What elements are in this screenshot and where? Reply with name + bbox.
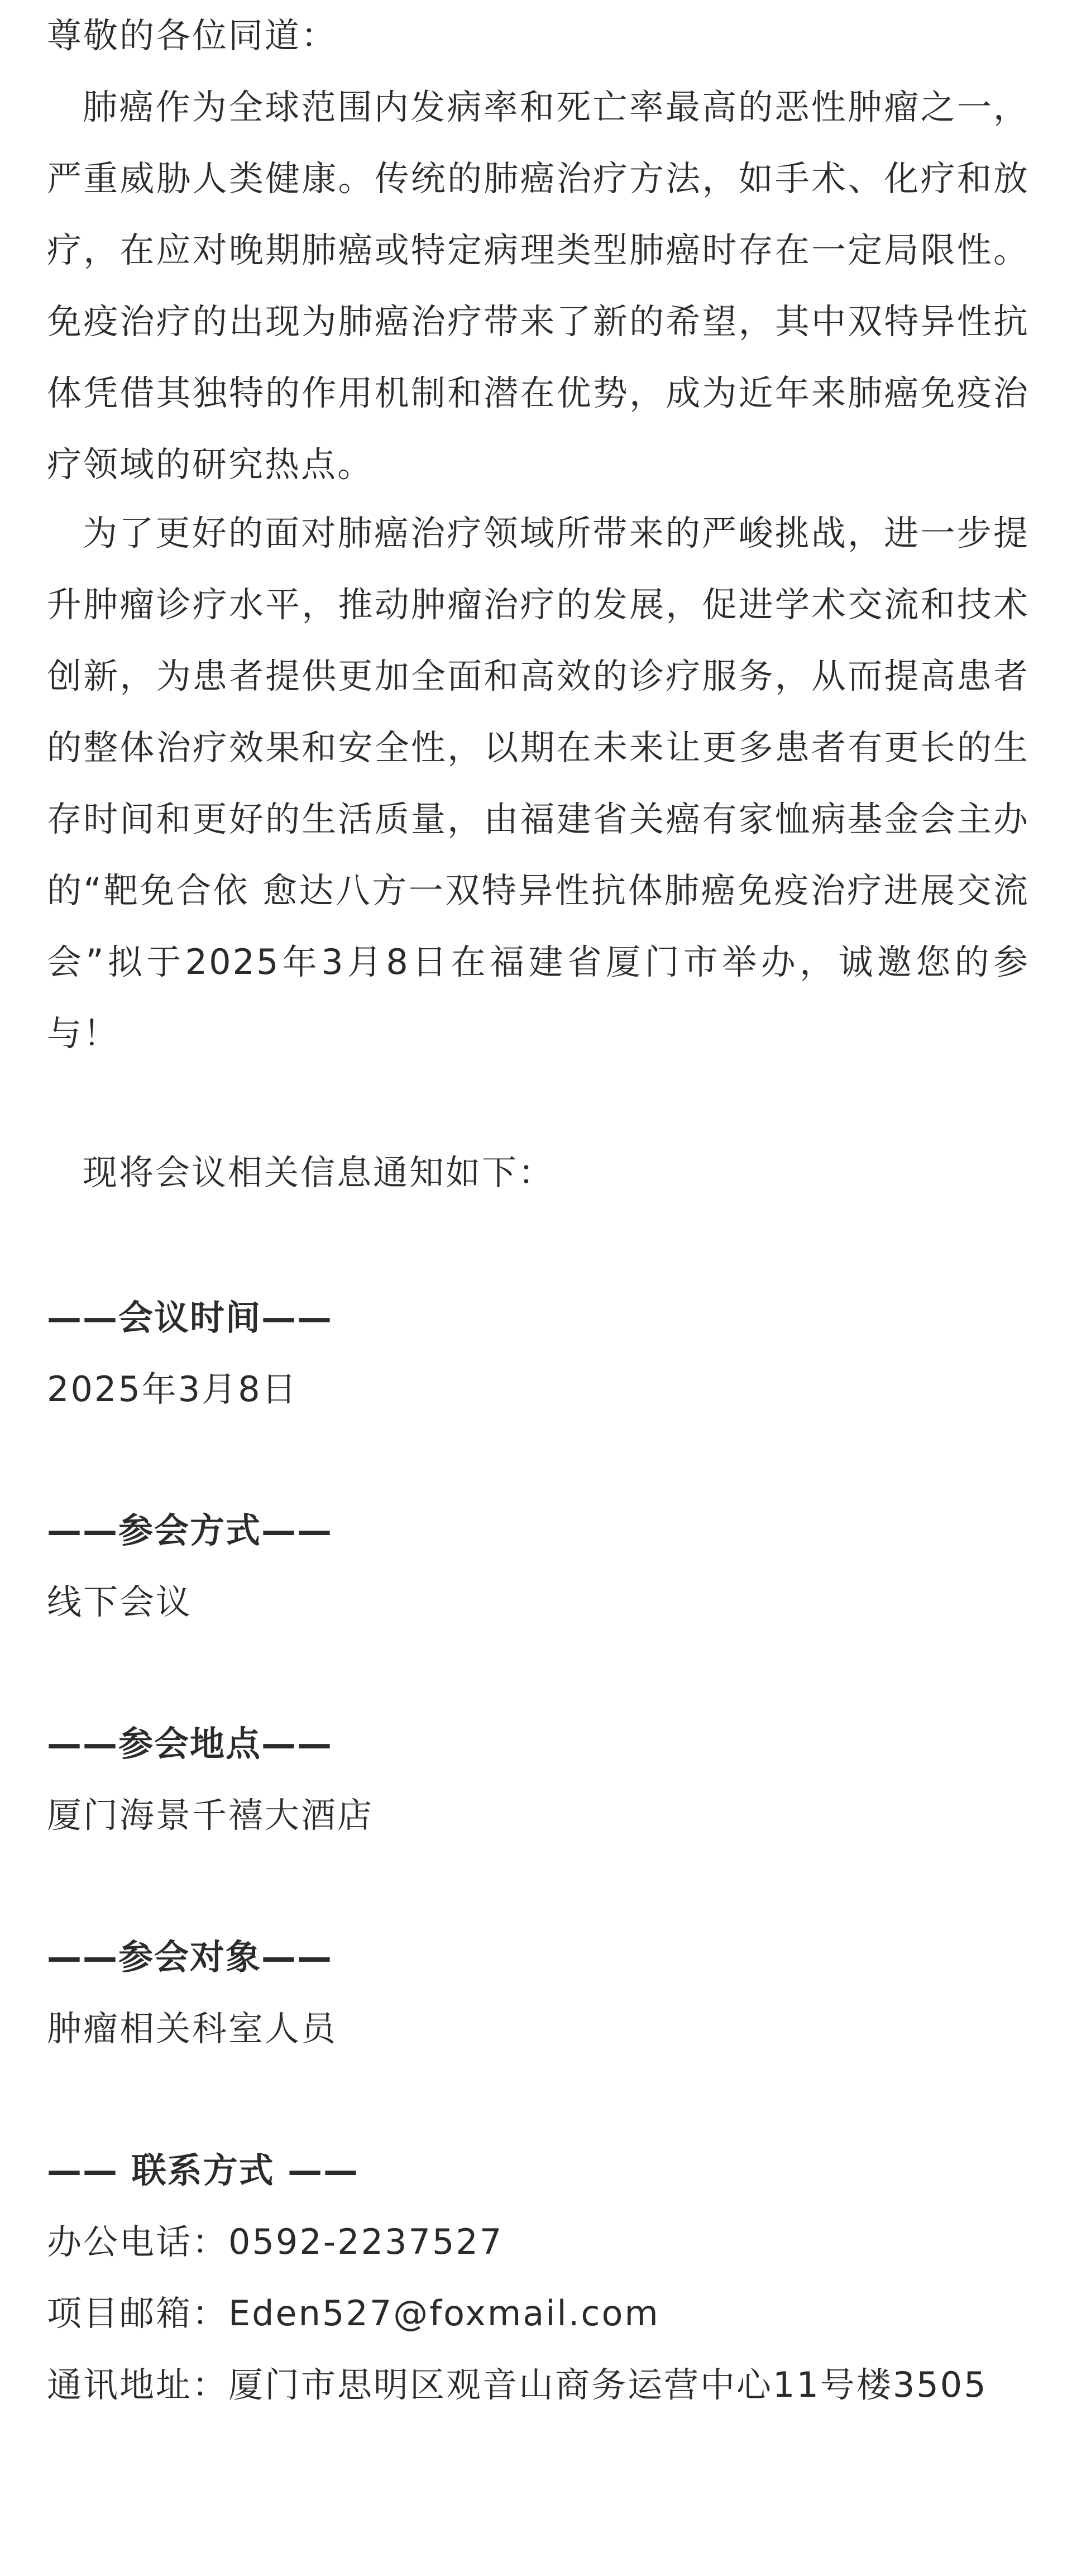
intro-line: 现将会议相关信息通知如下： [83, 1152, 555, 1193]
audience-description: 肿瘤相关科室人员 [47, 2008, 338, 2049]
contact-phone: 办公电话：0592-2237527 [47, 2221, 504, 2262]
section-contact [47, 2135, 1030, 2421]
section-attendance-mode [47, 1495, 1030, 1638]
section-venue [47, 1708, 1030, 1851]
venue-name: 厦门海景千禧大酒店 [47, 1795, 374, 1836]
paragraph-invitation: 为了更好的面对肺癌治疗领域所带来的严峻挑战，进一步提升肿瘤诊疗水平，推动肿瘤治疗的发展，促进学术交流和技术创新，为患者提供更加全面和高效的诊疗服务，从而提高患者的整体治疗效果和安全性，以期在未来让更多患者有更长的生存时间和更好的生活质量，由福建省关癌有家恤病基金会主办的“靶免合依 愈达八方一双特异性抗体肺癌免疫治疗进展交流会”拟于2025年3月8日在福建省厦门市举办，诚邀您的参与！ [47, 513, 1030, 1054]
paragraph-background: 肺癌作为全球范围内发病率和死亡率最高的恶性肿瘤之一，严重威胁人类健康。传统的肺癌治疗方法，如手术、化疗和放疗，在应对晚期肺癌或特定病理类型肺癌时存在一定局限性。免疫治疗的出现为肺癌治疗带来了新的希望，其中双特异性抗体凭借其独特的作用机制和潜在优势，成为近年来肺癌免疫治疗领域的研究热点。 [47, 87, 1030, 485]
section-heading-audience: ——参会对象—— [47, 1937, 333, 1977]
section-heading-time: ——会议时间—— [47, 1297, 333, 1338]
section-audience [47, 1922, 1030, 2064]
contact-address: 通讯地址：厦门市思明区观音山商务运营中心11号楼3505 [47, 2364, 988, 2405]
section-heading-mode: ——参会方式—— [47, 1510, 333, 1551]
meeting-date: 2025年3月8日 [47, 1369, 298, 1409]
attendance-mode: 线下会议 [47, 1581, 193, 1622]
section-heading-venue: ——参会地点—— [47, 1723, 333, 1764]
contact-email: 项目邮箱：Eden527@foxmail.com [47, 2293, 660, 2334]
section-heading-contact: —— 联系方式 —— [47, 2150, 360, 2191]
section-meeting-time [47, 1282, 1030, 1425]
salutation: 尊敬的各位同道： [47, 15, 338, 56]
